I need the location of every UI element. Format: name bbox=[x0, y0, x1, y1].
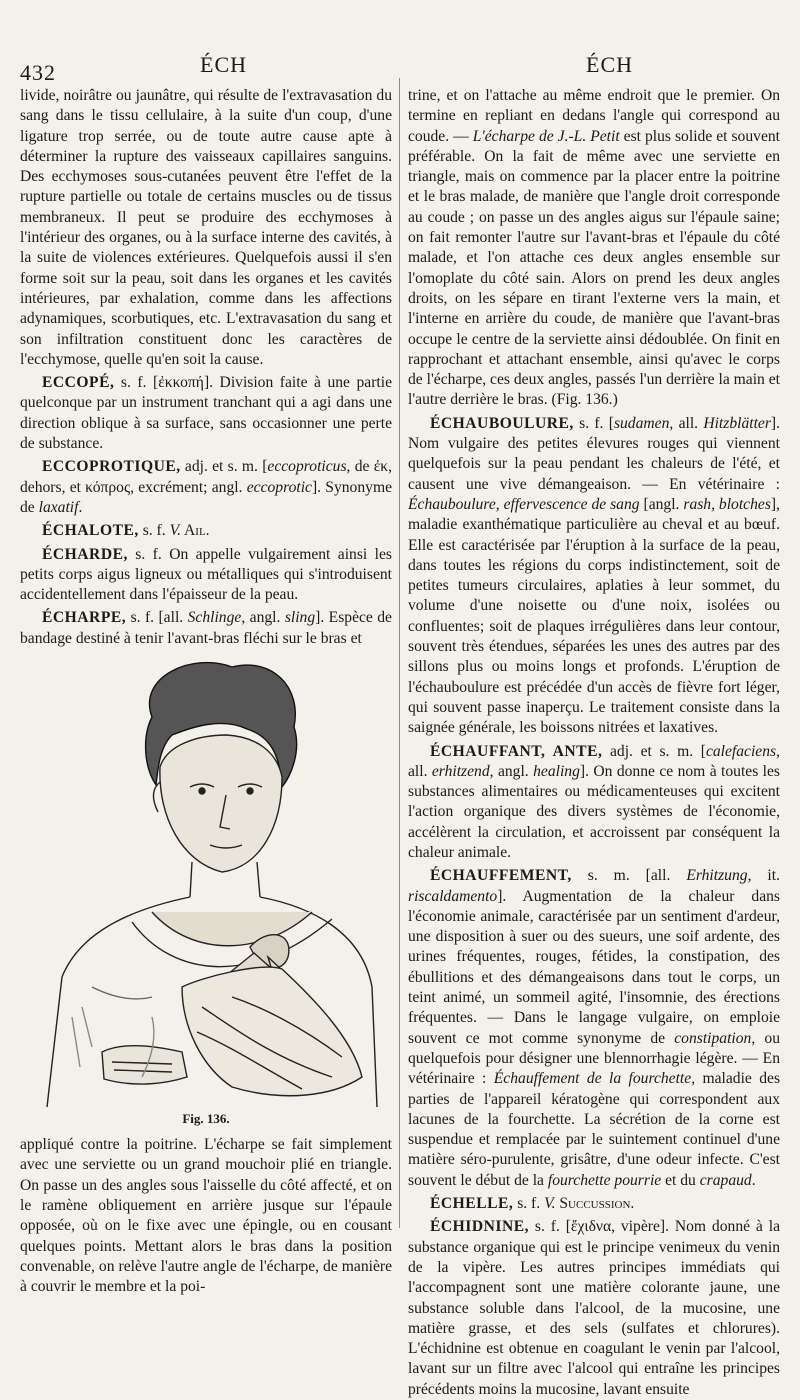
cross-ref-target: Succussion bbox=[555, 1195, 631, 1213]
definition-text: s. f. bbox=[513, 1195, 545, 1213]
definition-text: , all. bbox=[669, 414, 704, 432]
definition-text: ]. Espèce de bandage destiné à tenir l'avant-bras fléchi sur le bras et bbox=[20, 609, 392, 647]
definition-text: , ou quelquefois pour désigner une blennorrhagie légère. — En vétérinaire : bbox=[408, 1029, 780, 1088]
definition-text: ]. Augmentation de la chaleur dans l'économie animale, caractérisée par un sentiment d'ardeur, une disposition à suer ou des sueurs, une soif ardente, des urines fréquentes, rouges, fétides, la constipation, des ébullitions et des démangeaisons dans tout le corps, un teint animé, un sommeil agité, l'insomnie, des érections fréquentes. — Dans le langage vulgaire, on emploie souvent ce mot comme synonyme de bbox=[408, 887, 780, 1047]
entry-echalote bbox=[20, 521, 392, 541]
definition-text: , de ἐκ, dehors, et κόπρος, excrément; angl. bbox=[20, 458, 393, 496]
latin-term: eccoproticus bbox=[267, 458, 347, 476]
definition-text: , angl. bbox=[489, 762, 534, 780]
definition: s. f. [ἐκκοπή]. Division faite à une partie quelconque par un instrument tranchant qui a agi dans une direction oblique à sa surface, sans occasionner une perte de substance. bbox=[20, 374, 392, 453]
entry-echarde bbox=[20, 545, 392, 606]
definition-text: s. m. [all. bbox=[571, 867, 687, 885]
figure-sling-illustration bbox=[20, 657, 392, 1129]
echarpe-continuation: appliqué contre la poitrine. L'écharpe se fait simplement avec une serviette ou un grand mouchoir plié en triangle. On passe un des angles sous l'aisselle du côté affecté, et on le ramène obliquement en arrière jusque sur l'épaule opposée, où on le fixe avec une épingle, ou en cousant quelques points. Mettant alors le bras dans la position convenable, on relève l'autre angle de l'écharpe, de manière à couvrir le membre et la poi- bbox=[20, 1136, 392, 1296]
cross-ref-target: Ail bbox=[180, 522, 206, 540]
definition-text: , angl. bbox=[241, 609, 285, 627]
definition-text: et du bbox=[661, 1171, 700, 1189]
english-term: eccoprotic bbox=[246, 478, 312, 496]
headword: ÉCHIDNINE, bbox=[430, 1218, 530, 1236]
entry-eccoprotique bbox=[20, 457, 392, 518]
right-running-title: ÉCH bbox=[586, 52, 633, 77]
italic-term: calefaciens bbox=[705, 742, 777, 760]
headword: ÉCHELLE, bbox=[430, 1195, 514, 1213]
italic-term: fourchette pourrie bbox=[547, 1171, 662, 1189]
headword: ÉCHARPE, bbox=[42, 609, 127, 627]
definition-text: . bbox=[205, 522, 210, 540]
definition-text: ]. On donne ce nom à toutes les substances alimentaires ou médicamenteuses qui excitent l'action organique des divers systèmes de l'économie, accélèrent la circulation, et accroissent par conséquent la chaleur animale. bbox=[408, 762, 780, 861]
definition-text: est plus solide et souvent préférable. On la fait de même avec une serviette en triangle, mais on commence par la placer entre la poitrine et le bras malade, de manière que l'angle droit corresponde au coude ; on passe un des angles aigus sur l'épaule saine; on fait remonter l'autre sur l'avant-bras et l'épaule du côté malade, et l'on attache ces deux angles ensemble sur l'omoplate du côté sain. Alors on prend les deux angles droits, on les sépare en tirant l'externe vers la main, et l'interne en arrière du coude, de manière que l'avant-bras occupe le centre de la serviette ainsi dédoublée. On finit en rapprochant et attachant ensemble, ainsi qu'avec le corps de l'écharpe, ces deux angles, passés l'un derrière la main et l'autre derrière le bras. (Fig. 136.) bbox=[408, 127, 780, 409]
definition-text: s. f. [ bbox=[573, 414, 614, 432]
italic-term: Échauboulure, effervescence de sang bbox=[408, 495, 640, 513]
german-term: Schlinge bbox=[187, 609, 242, 627]
headword: ECCOPROTIQUE, bbox=[42, 458, 181, 476]
italic-term: sudamen bbox=[613, 414, 670, 432]
headword: ÉCHAUFFEMENT, bbox=[430, 867, 572, 885]
definition-text: s. f. [all. bbox=[126, 609, 188, 627]
definition-text: ]. Nom vulgaire des petites élevures rouges qui viennent quelquefois sur la peau pendant les chaleurs de l'été, et causent une vive démangeaison. — En vétérinaire : bbox=[408, 414, 780, 493]
ecchymose-continuation: livide, noirâtre ou jaunâtre, qui résulte de l'extravasation du sang dans le tissu cellulaire, à la suite d'un coup, d'une ligature trop serrée, ou de toute autre cause apte à déterminer la rupture des vaisseaux capillaires sanguins. Des ecchymoses sous-cutanées peuvent être l'effet de la rupture partielle ou totale de certains muscles ou de tissus membraneux. Il peut se produire des ecchymoses à l'intérieur des organes, ou à la surface interne des cavités, à la suite de violences extérieures. Quelquefois aussi il s'en forme soit sur la peau, soit dans les organes et les cavités intérieures, par exhalation, comme dans les affections adynamiques, scorbutiques, etc. L'extravasation du sang et son infiltration constituent donc les caractères de l'ecchymose, quelle qu'en soit la cause. bbox=[20, 87, 392, 368]
headword: ÉCHARDE, bbox=[42, 545, 128, 563]
figure-caption: Fig. 136. bbox=[182, 1110, 230, 1126]
left-column bbox=[20, 86, 393, 1296]
definition-text: s. f. [ἔχιδνα, vipère]. Nom donné à la substance organique qui est le principe venimeux du venin de la vipère. Les autres principes immédiats qui l'accompagnent sont une matière colorante jaune, une substance soluble dans l'alcool, de la mucosine, une matière grasse, et des sels (sulfates et chlorures). L'échidnine est obtenue en coagulant le venin par l'alcool, lavant sur un filtre avec l'alcool qui entraîne les principes précédents moins la mucosine, lavant ensuite bbox=[408, 1218, 780, 1398]
italic-term: constipation bbox=[674, 1029, 752, 1047]
definition-text: adj. et s. m. [ bbox=[602, 742, 706, 760]
definition-text: ]. Synonyme de bbox=[20, 478, 392, 516]
cross-ref-marker: V. bbox=[544, 1195, 556, 1213]
synonym-term: laxatif bbox=[38, 498, 79, 516]
italic-term: Erhitzung bbox=[686, 867, 748, 885]
entry-echarpe bbox=[20, 608, 392, 649]
italic-term: Échauffement de la fourchette bbox=[493, 1070, 692, 1088]
italic-term: healing bbox=[533, 762, 580, 780]
column-divider bbox=[399, 78, 400, 1228]
sling-engraving bbox=[32, 657, 382, 1107]
page-number: 432 bbox=[20, 60, 56, 85]
english-term: sling bbox=[284, 609, 316, 627]
italic-term: crapaud bbox=[699, 1171, 752, 1189]
definition-text: , all. bbox=[408, 742, 780, 780]
definition-text: . bbox=[751, 1171, 756, 1189]
entry-echelle bbox=[408, 1194, 780, 1214]
right-column bbox=[408, 86, 781, 1398]
running-head bbox=[20, 52, 780, 86]
echarpe-continued-text bbox=[408, 86, 780, 411]
definition-text: trine, et on l'attache au même endroit que le premier. On termine en repliant en dedans l'angle qui correspond au coude. — bbox=[408, 87, 780, 145]
italic-term: riscaldamento bbox=[408, 887, 498, 905]
definition-text: , maladie des parties de l'appareil kératogène qui correspondent aux lacunes de la fourchette. La sécrétion de la corne est suspendue et remplacée par le suintement continuel d'une matière séro-purulente, grisâtre, d'une odeur infecte. C'est souvent le début de la bbox=[408, 1070, 781, 1189]
definition-text: s. f. bbox=[138, 522, 170, 540]
cross-ref-marker: V. bbox=[169, 522, 181, 540]
definition-text: [angl. bbox=[639, 495, 684, 513]
headword: ÉCHAUFFANT, ANTE, bbox=[430, 742, 603, 760]
headword: ÉCHAUBOULURE, bbox=[430, 414, 574, 432]
definition-text: . bbox=[78, 498, 83, 516]
entry-eccope bbox=[20, 373, 392, 454]
headword: ÉCHALOTE, bbox=[42, 522, 139, 540]
entry-echauffement bbox=[408, 866, 780, 1191]
italic-term: erhitzend bbox=[431, 762, 490, 780]
definition-text: . bbox=[630, 1195, 635, 1213]
definition-text: ], maladie exanthématique particulière au cheval et au bœuf. Elle est caractérisée par l'éruption à la surface de la peau, dans toutes les régions du corps indistinctement, soit de petites tumeurs circulaires, aplaties à leur sommet, du volume d'une noisette ou d'une noix, isolées ou confluentes; soit de plaques irrégulières dans leur contour, souvent très étendues, séparées les unes des autres par des sillons plus ou moins longs et profonds. L'éruption de l'échauboulure est précédée d'un accès de fièvre fort léger, qui souvent passe inaperçu. Le traitement consiste dans la saignée générale, les boissons nitrées et laxatives. bbox=[408, 495, 780, 737]
headword: ECCOPÉ, bbox=[42, 374, 115, 392]
entry-echauboulure bbox=[408, 414, 780, 739]
italic-term: L'écharpe de J.-L. Petit bbox=[472, 127, 620, 145]
entry-echidnine bbox=[408, 1217, 780, 1400]
definition-text: , it. bbox=[747, 867, 780, 885]
definition-text: adj. et s. m. [ bbox=[180, 458, 268, 476]
entry-echauffant bbox=[408, 742, 780, 864]
definition: s. f. On appelle vulgairement ainsi les petits corps aigus ligneux ou métalliques qui s'introduisent accidentellement dans l'épaisseur de la peau. bbox=[20, 545, 392, 604]
italic-term: rash, blotches bbox=[683, 495, 771, 513]
left-running-title: ÉCH bbox=[200, 52, 247, 77]
italic-term: Hitzblätter bbox=[703, 414, 771, 432]
